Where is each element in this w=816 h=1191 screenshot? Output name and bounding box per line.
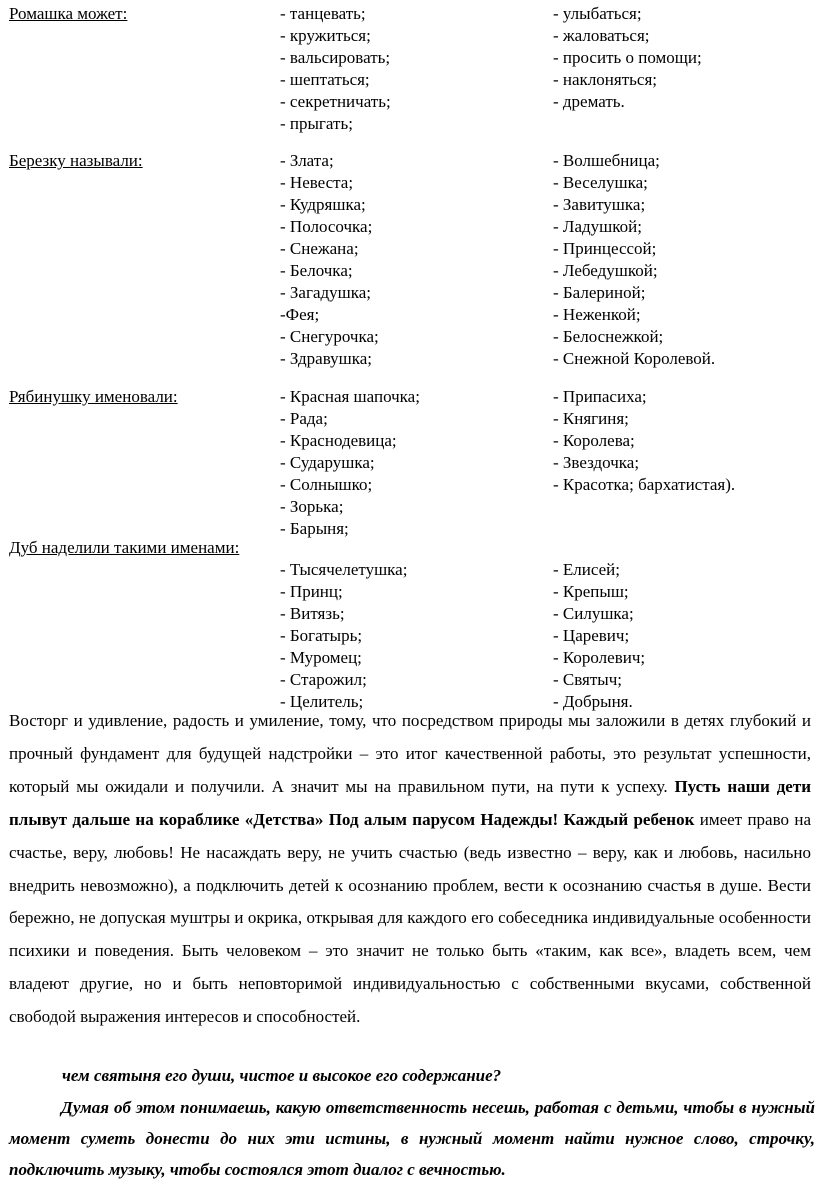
list-item: - Завитушка; [553, 195, 646, 214]
list-item: - Красотка; бархатистая). [553, 475, 736, 494]
list-item: - Елисей; [553, 560, 620, 579]
list-item: - Полосочка; [280, 217, 373, 236]
list-item: - Муромец; [280, 648, 362, 667]
list-item: - Звездочка; [553, 453, 640, 472]
list-item: - шептаться; [280, 70, 370, 89]
list-item: - Святыч; [553, 670, 622, 689]
list-item: - Княгиня; [553, 409, 629, 428]
list-item: - улыбаться; [553, 4, 642, 23]
ryabinushka-list-col1 [280, 386, 420, 540]
list-item: - Рада; [280, 409, 328, 428]
list-item: - Снегурочка; [280, 327, 379, 346]
paragraph-part2: имеет право на счастье, веру, любовь! Не насаждать веру, не учить счастью (ведь известно – веру, как и любовь, насильно внедрить невозможно), а подключить детей к осознанию проблем, вести к осознанию счастья в душе. Вести бережно, не допуская муштры и окрика, открывая для каждого его собеседника индивидуальные особенности психики и поведения. Быть человеком – это значит не только быть «таким, как все», владеть всем, чем владеют другие, но и быть неповторимой индивидуальностью с собственными вкусами, собственной свободой выражения интересов и способностей. [9, 809, 811, 1027]
list-item: - Барыня; [280, 519, 349, 538]
list-item: - Балериной; [553, 283, 646, 302]
list-item: - Кудряшка; [280, 195, 366, 214]
list-item: - наклоняться; [553, 70, 657, 89]
body-paragraph [9, 705, 811, 1034]
list-item: - Невеста; [280, 173, 354, 192]
list-item: - жаловаться; [553, 26, 650, 45]
list-item: - Силушка; [553, 604, 634, 623]
list-item: - Тысячелетушка; [280, 560, 408, 579]
list-item: - Целитель; [280, 692, 364, 711]
list-item: - Припасиха; [553, 387, 647, 406]
list-item: - Богатырь; [280, 626, 363, 645]
romashka-list-col1 [280, 3, 391, 135]
list-item: - вальсировать; [280, 48, 391, 67]
list-item: - Здравушка; [280, 349, 373, 368]
list-item: - Принц; [280, 582, 343, 601]
list-item: - Злата; [280, 151, 334, 170]
list-item: - Сударушка; [280, 453, 375, 472]
list-item: - дремать. [553, 92, 625, 111]
list-item: - Старожил; [280, 670, 367, 689]
list-item: -Фея; [280, 305, 320, 324]
list-item: - Витязь; [280, 604, 345, 623]
list-item: - Добрыня. [553, 692, 633, 711]
berezka-list-col1 [280, 150, 379, 370]
ryabinushka-list-col2 [553, 386, 735, 496]
list-item: - Солнышко; [280, 475, 373, 494]
list-item: - Зорька; [280, 497, 344, 516]
list-item: - Лебедушкой; [553, 261, 658, 280]
list-item: - Красная шапочка; [280, 387, 420, 406]
list-item: - Белоснежкой; [553, 327, 664, 346]
list-item: - танцевать; [280, 4, 366, 23]
list-item: - секретничать; [280, 92, 391, 111]
list-item: - Белочка; [280, 261, 353, 280]
romashka-list-col2 [553, 3, 702, 113]
section-heading-ryabinushka: Рябинушку именовали: [9, 387, 178, 406]
list-item: - Волшебница; [553, 151, 660, 170]
dub-list-col1 [280, 559, 407, 713]
list-item: - Неженкой; [553, 305, 641, 324]
section-heading-dub: Дуб наделили такими именами: [9, 538, 240, 557]
list-item: - Краснодевица; [280, 431, 397, 450]
list-item: - кружиться; [280, 26, 371, 45]
berezka-list-col2 [553, 150, 715, 370]
list-item: - Королевич; [553, 648, 646, 667]
italic-question: чем святыня его души, чистое и высокое его содержание? [62, 1066, 502, 1085]
list-item: - Царевич; [553, 626, 630, 645]
dub-list-col2 [553, 559, 645, 713]
list-item: - Ладушкой; [553, 217, 642, 236]
section-heading-berezka: Березку называли: [9, 151, 143, 170]
section-heading-romashka: Ромашка может: [9, 4, 128, 23]
list-item: - Снежной Королевой. [553, 349, 716, 368]
paragraph-bold: Пусть наши дети плывут дальше на кораблике «Детства» Под алым парусом Надежды! Каждый ребенок [9, 776, 811, 829]
list-item: - Крепыш; [553, 582, 629, 601]
italic-conclusion: Думая об этом понимаешь, какую ответственность несешь, работая с детьми, чтобы в нужный момент суметь донести до них эти истины, в нужный момент найти нужное слово, строчку, подключить музыку, чтобы состоялся этот диалог с вечностью. [9, 1098, 815, 1179]
list-item: - Загадушка; [280, 283, 372, 302]
list-item: - просить о помощи; [553, 48, 702, 67]
list-item: - Королева; [553, 431, 635, 450]
list-item: - прыгать; [280, 114, 353, 133]
list-item: - Веселушка; [553, 173, 648, 192]
list-item: - Принцессой; [553, 239, 657, 258]
list-item: - Снежана; [280, 239, 359, 258]
paragraph-part1: Восторг и удивление, радость и умиление, тому, что посредством природы мы заложили в детях глубокий и прочный фундамент для будущей надстройки – это итог качественной работы, это результат успешности, который мы ожидали и получили. А значит мы на правильном пути, на пути к успеху. [9, 711, 811, 796]
